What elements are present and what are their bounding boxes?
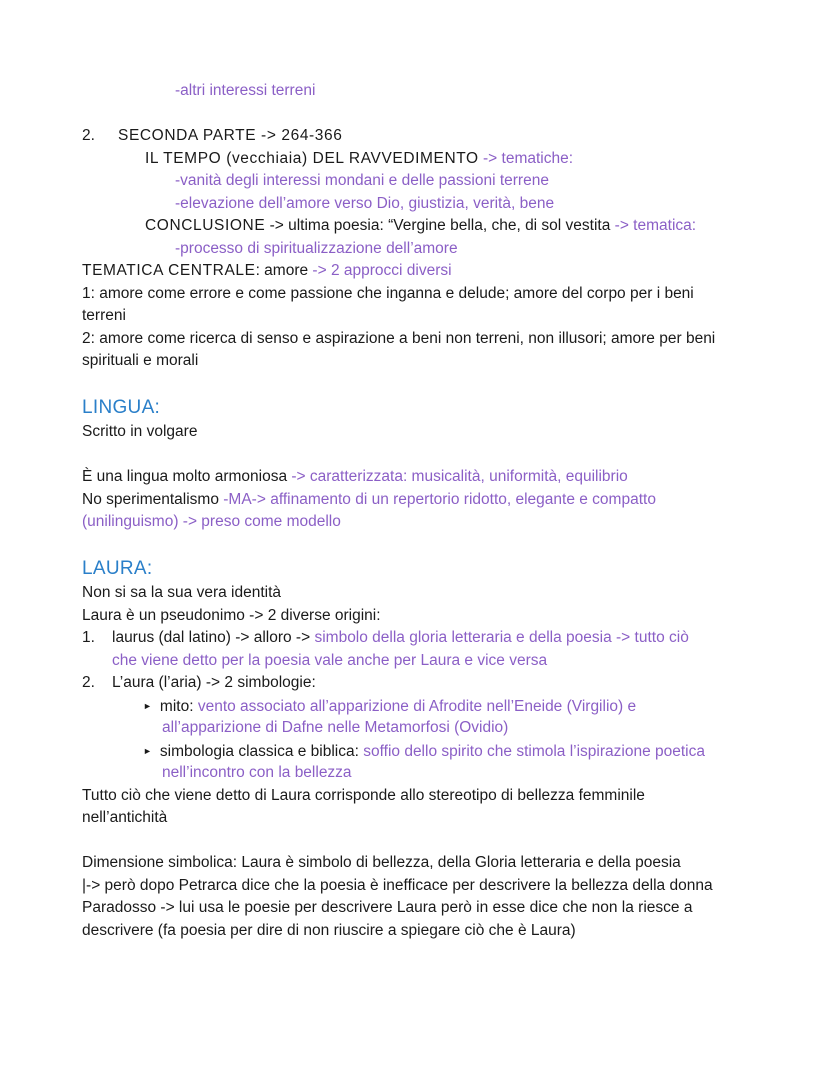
armoniosa-arrow: -> caratterizzata: musicalità, uniformità, equilibrio: [287, 468, 628, 485]
lingua-armoniosa-line: [82, 466, 628, 488]
simbologia-label: simbologia classica e biblica:: [159, 743, 359, 760]
simbologia-bullet-line1: [143, 740, 705, 763]
mito-bullet-line2: all’apparizione di Dafne nelle Metamorfosi (Ovidio): [162, 719, 509, 736]
tematica-text: : amore: [255, 262, 309, 279]
tempo-arrow: -> tematiche:: [478, 150, 574, 167]
sperimentalismo-line: [82, 489, 656, 511]
mito-bullet-line1: [143, 695, 636, 718]
origine-1-number: 1.: [82, 629, 95, 646]
conclusione-text: -> ultima poesia: “Vergine bella, che, di sol vestita: [265, 217, 611, 234]
tematica-label: TEMATICA CENTRALE: [82, 262, 256, 279]
laura-heading: LAURA:: [82, 558, 153, 579]
vanita-line: -vanità degli interessi mondani e delle passioni terrene: [175, 172, 549, 189]
paradosso-line1: Paradosso -> lui usa le poesie per descrivere Laura però in esse dice che non la riesce a: [82, 899, 693, 916]
origine-1-meaning: simbolo della gloria letteraria e della poesia -> tutto ciò: [310, 629, 689, 646]
origine-1-text: laurus (dal latino) -> alloro ->: [112, 629, 311, 646]
sperimentalismo-text: No sperimentalismo: [82, 491, 219, 508]
origine-2-line: L’aura (l’aria) -> 2 simbologie:: [112, 674, 316, 691]
armoniosa-text: È una lingua molto armoniosa: [82, 468, 288, 485]
sperimentalismo-arrow: -MA-> affinamento di un repertorio ridotto, elegante e compatto: [218, 491, 656, 508]
scritto-volgare-line: Scritto in volgare: [82, 423, 198, 440]
origine-2-number: 2.: [82, 674, 95, 691]
petrarca-line: |-> però dopo Petrarca dice che la poesia è inefficace per descrivere la bellezza della donna: [82, 877, 713, 894]
origine-1-line1: [112, 627, 689, 649]
mito-text: vento associato all’apparizione di Afrodite nell’Eneide (Virgilio) e: [193, 698, 637, 715]
origine-1-line2: che viene detto per la poesia vale anche per Laura e vice versa: [112, 652, 548, 669]
mito-label: mito:: [159, 698, 194, 715]
seconda-parte-title: SECONDA PARTE -> 264-366: [118, 127, 343, 144]
dimensione-simbolica-line: Dimensione simbolica: Laura è simbolo di bellezza, della Gloria letteraria e della poesia: [82, 854, 681, 871]
tempo-label: IL TEMPO (vecchiaia) DEL RAVVEDIMENTO: [145, 150, 479, 167]
tematica-arrow: -> 2 approcci diversi: [308, 262, 452, 279]
altri-interessi-line: -altri interessi terreni: [175, 82, 316, 99]
conclusione-line: [145, 215, 696, 237]
elevazione-line: -elevazione dell’amore verso Dio, giustizia, verità, bene: [175, 195, 555, 212]
tematica-centrale-line: [82, 260, 452, 282]
triangle-bullet-icon: ►: [143, 746, 152, 756]
seconda-parte-number: 2.: [82, 127, 95, 144]
conclusione-arrow: -> tematica:: [610, 217, 697, 234]
conclusione-label: CONCLUSIONE: [145, 217, 266, 234]
approccio-2-line2: spirituali e morali: [82, 352, 199, 369]
processo-line: -processo di spiritualizzazione dell’amore: [175, 240, 458, 257]
simbologia-bullet-line2: nell’incontro con la bellezza: [162, 764, 352, 781]
triangle-bullet-icon: ►: [143, 701, 152, 711]
paradosso-line2: descrivere (fa poesia per dire di non riuscire a spiegare ciò che è Laura): [82, 922, 576, 939]
stereotipo-line1: Tutto ciò che viene detto di Laura corrisponde allo stereotipo di bellezza femminile: [82, 787, 645, 804]
identita-line: Non si sa la sua vera identità: [82, 584, 282, 601]
lingua-heading: LINGUA:: [82, 397, 161, 418]
simbologia-text: soffio dello spirito che stimola l’ispirazione poetica: [358, 743, 705, 760]
tempo-line: [145, 148, 573, 170]
stereotipo-line2: nell’antichità: [82, 809, 168, 826]
approccio-1-line1: 1: amore come errore e come passione che inganna e delude; amore del corpo per i beni: [82, 285, 694, 302]
approccio-2-line1: 2: amore come ricerca di senso e aspirazione a beni non terreni, non illusori; amore per beni: [82, 330, 716, 347]
unilinguismo-line: (unilinguismo) -> preso come modello: [82, 513, 341, 530]
pseudonimo-line: Laura è un pseudonimo -> 2 diverse origini:: [82, 607, 381, 624]
approccio-1-line2: terreni: [82, 307, 126, 324]
